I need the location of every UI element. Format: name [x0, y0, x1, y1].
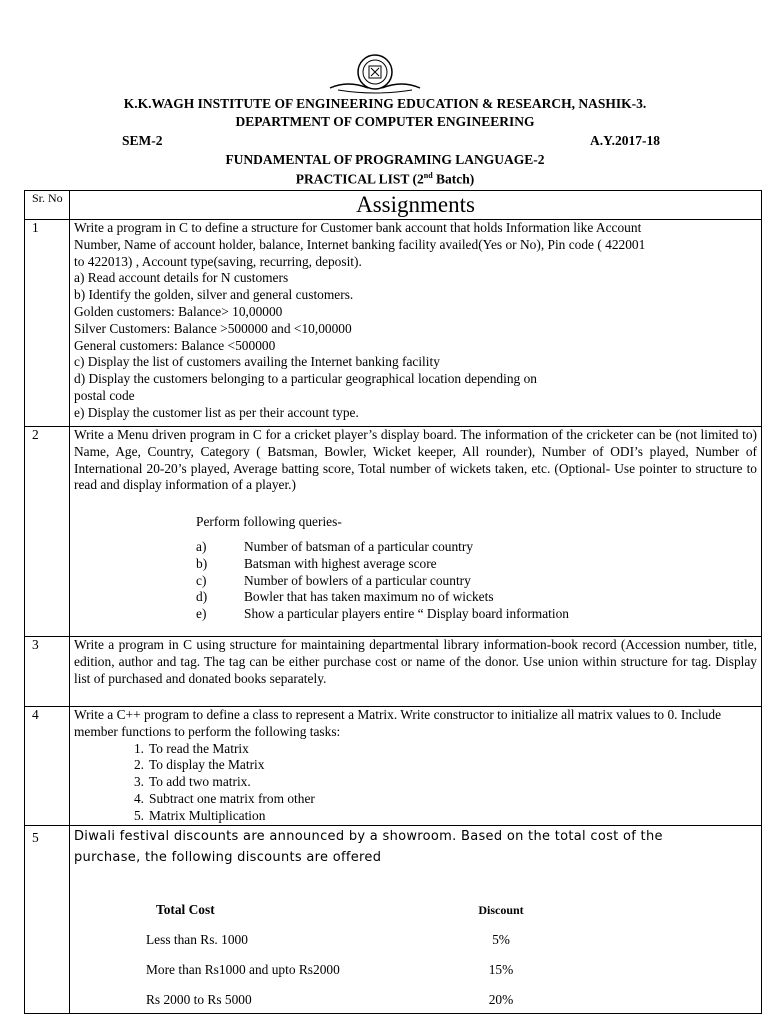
assignment-2 [70, 427, 762, 637]
row-number: 4 [25, 707, 70, 826]
text-line: to 422013) , Account type(saving, recurring, deposit). [74, 253, 362, 269]
text-line: Write a program in C to define a structure for Customer bank account that holds Information like Account [74, 220, 642, 235]
institute-name: K.K.WAGH INSTITUTE OF ENGINEERING EDUCATION & RESEARCH, NASHIK-3. [123, 96, 647, 111]
assignment-text: Write a C++ program to define a class to represent a Matrix. Write constructor to initialize all matrix values to 0. Include member functions to perform the following tasks: [74, 707, 722, 739]
discount-row: More than Rs1000 and upto Rs2000 15% [146, 962, 514, 978]
text-line: General customers: Balance <500000 [74, 337, 276, 353]
assignment-text: Write a Menu driven program in C for a cricket player’s display board. The information of the cricketer can be (not limited to) Name, Age, Country, Category ( Batsman, Bowler, Wicket keeper, All rounder), Number of ODI’s played, Number of International 20-20’s played, Average batting score, Total number of wickets taken, etc. (Optional- Use pointer to structure to read and display information of a player.) [74, 427, 757, 493]
row-number: 2 [25, 427, 70, 637]
discount-heading: Discount [478, 902, 524, 917]
assignments-table [24, 190, 762, 1014]
assignment-1 [70, 220, 762, 427]
sr-no-header: Sr. No [25, 191, 70, 220]
queries-title: Perform following queries- [196, 514, 342, 530]
list-item: 1. To read the Matrix [133, 740, 249, 756]
department-name: DEPARTMENT OF COMPUTER ENGINEERING [235, 114, 535, 129]
text-line: purchase, the following discounts are offered [74, 849, 382, 865]
text-line: Number, Name of account holder, balance, Internet banking facility availed(Yes or No), Pin code ( 422001 [74, 236, 646, 252]
institute-logo [328, 52, 422, 94]
academic-year: A.Y.2017-18 [590, 133, 661, 148]
text-line: a) Read account details for N customers [74, 270, 289, 286]
text-line: c) Display the list of customers availing the Internet banking facility [74, 354, 440, 370]
list-item: 4. Subtract one matrix from other [133, 790, 315, 806]
list-item: 5. Matrix Multiplication [133, 807, 266, 823]
list-item: b) Batsman with highest average score [196, 555, 437, 571]
row-number: 5 [25, 825, 70, 1013]
list-item: a) Number of batsman of a particular country [196, 538, 474, 554]
text-line: b) Identify the golden, silver and general customers. [74, 287, 354, 303]
task-list [74, 741, 757, 825]
text-line: Silver Customers: Balance >500000 and <10,00000 [74, 320, 352, 336]
list-item: d) Bowler that has taken maximum no of wickets [196, 589, 494, 605]
list-item: c) Number of bowlers of a particular country [196, 572, 471, 588]
practical-list-title: PRACTICAL LIST (2nd Batch) [295, 171, 475, 187]
text-line: e) Display the customer list as per their account type. [74, 404, 359, 420]
list-item: e) Show a particular players entire “ Display board information [196, 606, 569, 622]
list-item: 2. To display the Matrix [133, 757, 265, 773]
table-header-row [25, 191, 762, 220]
discount-row: Less than Rs. 1000 5% [146, 932, 510, 948]
discount-row: Rs 2000 to Rs 5000 20% [146, 991, 514, 1007]
assignment-4 [70, 707, 762, 826]
table-row [25, 427, 762, 637]
list-item: 3. To add two matrix. [133, 774, 251, 790]
table-row [25, 637, 762, 707]
text-line: Golden customers: Balance> 10,00000 [74, 303, 283, 319]
assignment-text: Write a program in C using structure for maintaining departmental library information-book record (Accession number, title, edition, author and tag. The tag can be either purchase cost or name of the donor. Use union within structure for tag. Display list of purchased and donated books separately. [74, 637, 757, 686]
text-line: Diwali festival discounts are announced by a showroom. Based on the total cost of the [74, 828, 663, 844]
text-line: postal code [74, 387, 135, 403]
assignments-header: Assignments [70, 191, 762, 220]
row-number: 3 [25, 637, 70, 707]
semester: SEM-2 [122, 133, 163, 148]
table-row [25, 825, 762, 1013]
assignment-5 [70, 825, 762, 1013]
text-line: d) Display the customers belonging to a particular geographical location depending on [74, 371, 537, 387]
table-row [25, 707, 762, 826]
subject-title: FUNDAMENTAL OF PROGRAMING LANGUAGE-2 [225, 152, 545, 167]
discount-header [156, 902, 757, 919]
table-row [25, 220, 762, 427]
total-cost-heading: Total Cost [156, 901, 215, 917]
row-number: 1 [25, 220, 70, 427]
assignment-3 [70, 637, 762, 707]
